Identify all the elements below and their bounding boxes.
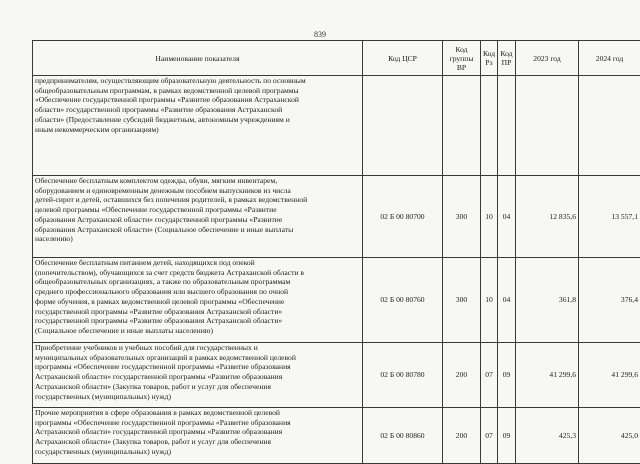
header-pr: Код ПР (498, 41, 516, 76)
row-2024: 41 299,6 (579, 343, 640, 408)
row-csr: 02 Б 00 80760 (363, 258, 443, 343)
row-2024: 13 557,1 (579, 176, 640, 258)
table-row (33, 258, 640, 343)
header-csr: Код ЦСР (363, 41, 443, 76)
table-row (33, 343, 640, 408)
header-vr: Код группы ВР (443, 41, 481, 76)
row-vr: 300 (443, 176, 481, 258)
row-csr: 02 Б 00 80860 (363, 408, 443, 464)
row-name: предпринимателям, осуществляющим образовательную деятельность по основным общеобразовательным программам, в рамках ведомственной целевой программы «Обеспечение государственной программы «Развитие образования Астраханской области» государственной программы «Развитие образования Астраханской области» (Предоставление субсидий бюджетным, автономным учреждениям и иным некоммерческим организациям) (33, 76, 363, 176)
row-name: Прочие мероприятия в сфере образования в рамках ведомственной целевой программы «Обеспечение государственной программы «Развитие образования Астраханской области» государственной программы «Развитие образования Астраханской области» (Закупка товаров, работ и услуг для обеспечения государственных (муниципальных) нужд) (33, 408, 363, 464)
row-vr: 200 (443, 408, 481, 464)
header-2023: 2023 год (516, 41, 579, 76)
row-2024: 425,0 (579, 408, 640, 464)
row-pr: 09 (498, 343, 516, 408)
header-name: Наименование показателя (33, 41, 363, 76)
header-rz: Код Рз (481, 41, 498, 76)
table-row (33, 408, 640, 464)
row-csr: 02 Б 00 80780 (363, 343, 443, 408)
row-2024 (579, 76, 640, 176)
row-pr: 09 (498, 408, 516, 464)
row-rz: 07 (481, 343, 498, 408)
row-name: Приобретение учебников и учебных пособий для государственных и муниципальных образовательных организаций в рамках ведомственной целевой программы «Обеспечение государственной программы «Развитие образования Астраханской области» государственной программы «Развитие образования Астраханской области» (Закупка товаров, работ и услуг для обеспечения государственных (муниципальных) нужд) (33, 343, 363, 408)
page-number: 839 (0, 30, 640, 39)
row-pr: 04 (498, 258, 516, 343)
row-rz: 10 (481, 258, 498, 343)
header-row (33, 41, 640, 76)
row-2023: 425,3 (516, 408, 579, 464)
row-name: Обеспечение бесплатным питанием детей, находящихся под опекой (попечительством), обучающихся за счет средств бюджета Астраханской области в общеобразовательных организациях, а также по образовательным программам среднего профессионального образования или высшего образования по очной форме обучения, в рамках ведомственной целевой программы «Обеспечение государственной программы «Развитие образования Астраханской области» государственной программы «Развитие образования Астраханской области» (Социальное обеспечение и иные выплаты населению) (33, 258, 363, 343)
row-vr: 200 (443, 343, 481, 408)
row-rz: 07 (481, 408, 498, 464)
row-name: Обеспечение бесплатным комплектом одежды, обуви, мягким инвентарем, оборудованием и единовременным денежным пособием выпускников из числа детей-сирот и детей, оставшихся без попечения родителей, в рамках ведомственной целевой программы «Обеспечение государственной программы «Развитие образования Астраханской области» государственной программы «Развитие образования Астраханской области» (Социальное обеспечение и иные выплаты населению) (33, 176, 363, 258)
row-pr (498, 76, 516, 176)
row-rz: 10 (481, 176, 498, 258)
table-row (33, 176, 640, 258)
row-2023: 41 299,6 (516, 343, 579, 408)
row-2024: 376,4 (579, 258, 640, 343)
row-csr: 02 Б 00 80700 (363, 176, 443, 258)
row-2023: 361,8 (516, 258, 579, 343)
row-2023 (516, 76, 579, 176)
header-2024: 2024 год (579, 41, 640, 76)
row-csr (363, 76, 443, 176)
row-2023: 12 835,6 (516, 176, 579, 258)
budget-table (32, 40, 640, 464)
row-vr: 300 (443, 258, 481, 343)
row-pr: 04 (498, 176, 516, 258)
row-vr (443, 76, 481, 176)
row-rz (481, 76, 498, 176)
table-row (33, 76, 640, 176)
